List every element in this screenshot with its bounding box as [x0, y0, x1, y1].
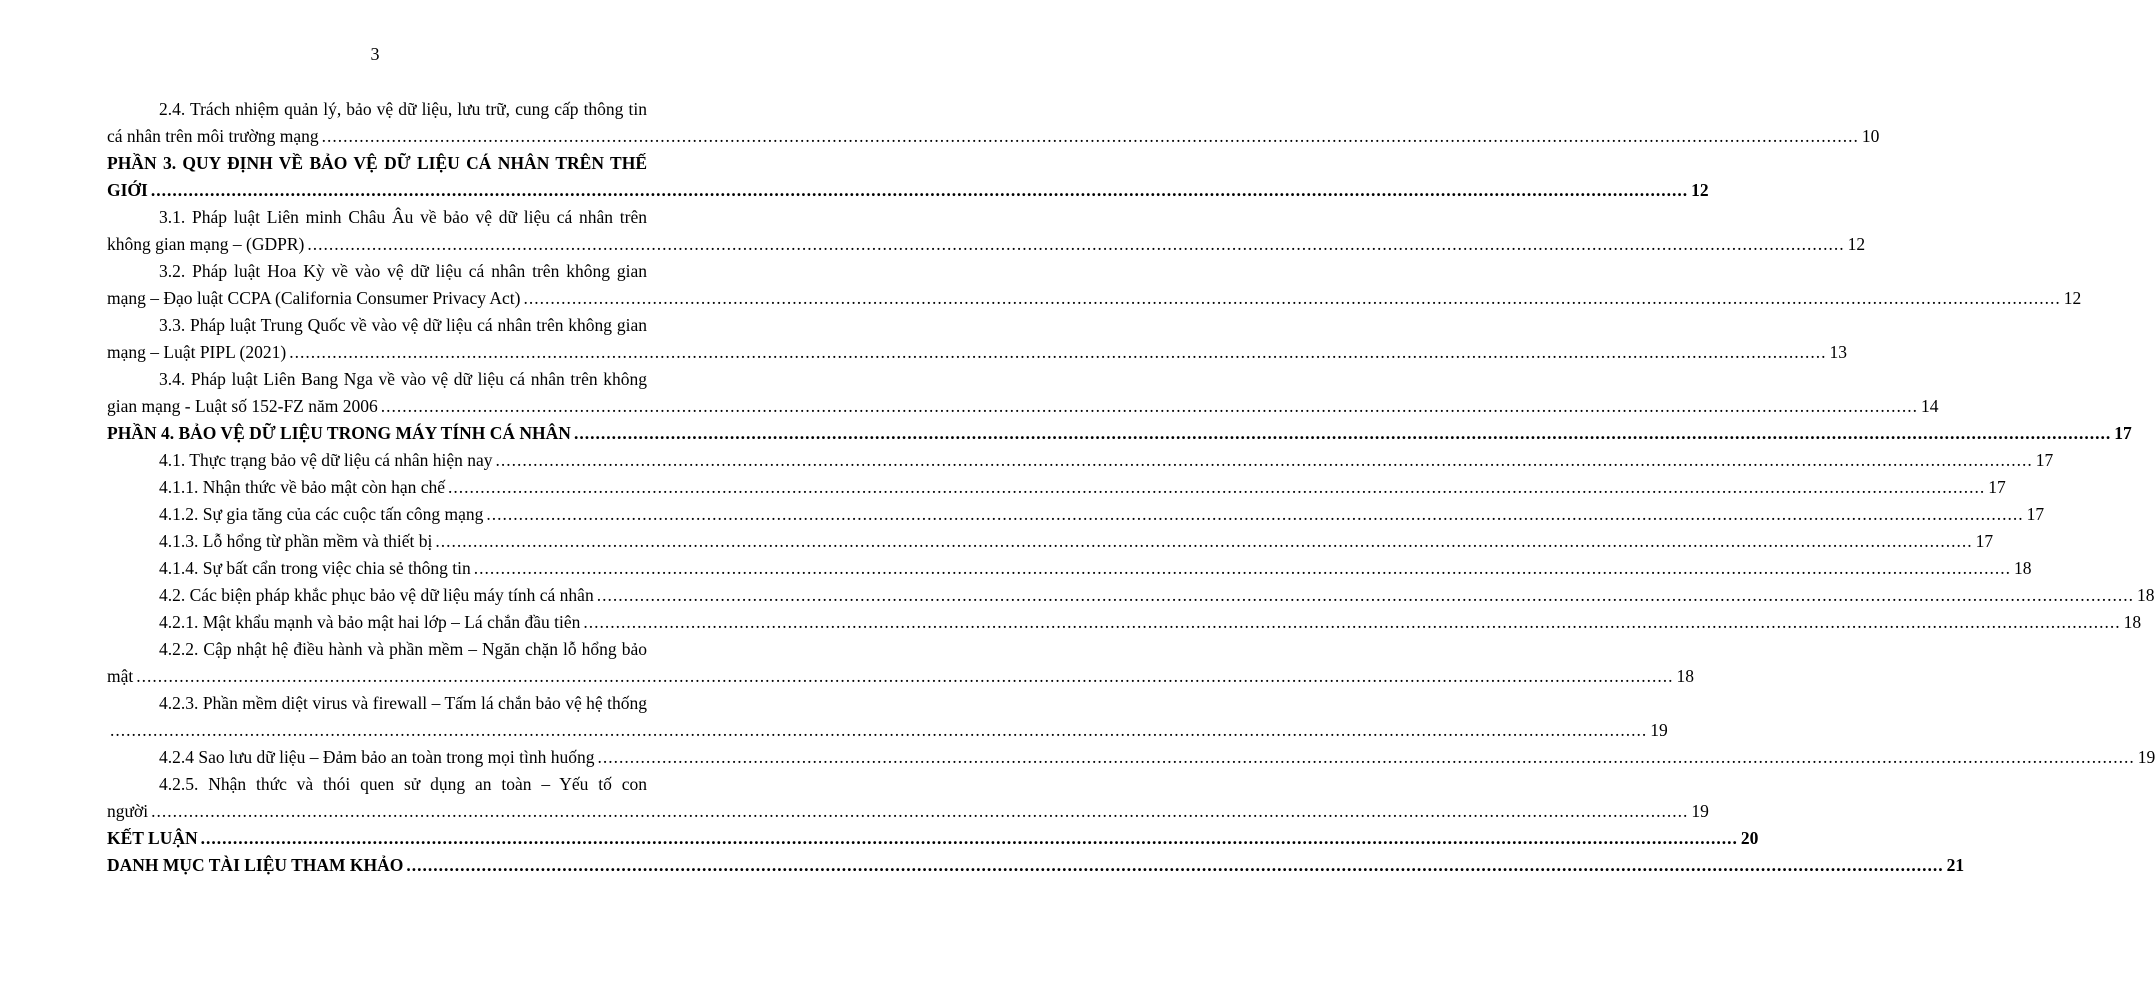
- toc-page-number: 21: [1946, 855, 1965, 875]
- dot-leader: ..............................................................................................................................................................................................................................................................................................: [136, 666, 1674, 686]
- toc-entry-text: PHẦN 4. BẢO VỆ DỮ LIỆU TRONG MÁY TÍNH CÁ NHÂN: [107, 423, 571, 443]
- toc-entry-4-1: [107, 447, 2054, 474]
- toc-page-number: 17: [2114, 423, 2132, 443]
- toc-entry-text-cont: mật: [107, 666, 134, 686]
- toc-entry-text-cont: mạng – Đạo luật CCPA (California Consumer Privacy Act): [107, 288, 521, 308]
- dot-leader: ..............................................................................................................................................................................................................................................................................................: [321, 126, 1859, 146]
- toc-page-number: 19: [2137, 747, 2155, 767]
- toc-entry-text: 4.2.1. Mật khẩu mạnh và bảo mật hai lớp – Lá chắn đầu tiên: [159, 612, 581, 632]
- toc-entry-text: 4.1. Thực trạng bảo vệ dữ liệu cá nhân hiện nay: [159, 450, 493, 470]
- toc-entry-ket-luan: [107, 825, 1759, 852]
- dot-leader: ..............................................................................................................................................................................................................................................................................................: [200, 828, 1738, 848]
- toc-entry-text-cont: mạng – Luật PIPL (2021): [107, 342, 287, 362]
- toc-entry-3-1: [107, 204, 1866, 258]
- dot-leader: ..............................................................................................................................................................................................................................................................................................: [151, 801, 1689, 821]
- dot-leader: ..............................................................................................................................................................................................................................................................................................: [596, 585, 2134, 605]
- dot-leader: ..............................................................................................................................................................................................................................................................................................: [307, 234, 1845, 254]
- toc-entry-phan-4: [107, 420, 2132, 447]
- toc-page-number: 17: [2035, 450, 2054, 470]
- toc-page-number: 12: [1847, 234, 1866, 254]
- dot-leader: ..............................................................................................................................................................................................................................................................................................: [380, 396, 1918, 416]
- toc-entry-text: 2.4. Trách nhiệm quản lý, bảo vệ dữ liệu, lưu trữ, cung cấp thông tin: [159, 99, 647, 119]
- toc-entry-text-cont: GIỚI: [107, 180, 148, 200]
- dot-leader: ..............................................................................................................................................................................................................................................................................................: [406, 855, 1944, 875]
- table-of-contents: [107, 96, 2155, 879]
- toc-entry-4-2: [107, 582, 2155, 609]
- toc-entry-3-3: [107, 312, 1847, 366]
- toc-entry-4-1-4: [107, 555, 2032, 582]
- dot-leader: ..............................................................................................................................................................................................................................................................................................: [495, 450, 2033, 470]
- toc-entry-text: 4.2.2. Cập nhật hệ điều hành và phần mềm – Ngăn chặn lỗ hổng bảo: [159, 639, 647, 659]
- toc-page-number: 19: [1691, 801, 1709, 821]
- toc-entry-text: KẾT LUẬN: [107, 828, 198, 848]
- toc-entry-3-2: [107, 258, 2082, 312]
- toc-entry-text: 4.1.4. Sự bất cẩn trong việc chia sẻ thông tin: [159, 558, 471, 578]
- toc-entry-4-2-3: [107, 690, 1668, 744]
- dot-leader: ..............................................................................................................................................................................................................................................................................................: [435, 531, 1973, 551]
- toc-entry-text: 3.4. Pháp luật Liên Bang Nga về vào vệ dữ liệu cá nhân trên không: [159, 369, 647, 389]
- toc-entry-4-1-2: [107, 501, 2045, 528]
- toc-page-number: 17: [1988, 477, 2006, 497]
- dot-leader: ..............................................................................................................................................................................................................................................................................................: [150, 180, 1689, 200]
- toc-entry-text: 3.1. Pháp luật Liên minh Châu Âu về bảo vệ dữ liệu cá nhân trên: [159, 207, 647, 227]
- toc-page-number: 14: [1920, 396, 1939, 416]
- toc-page-number: 17: [1975, 531, 1994, 551]
- toc-entry-4-2-4: [107, 744, 2155, 771]
- toc-entry-4-1-1: [107, 474, 2006, 501]
- toc-entry-text: 4.2.4 Sao lưu dữ liệu – Đảm bảo an toàn trong mọi tình huống: [159, 747, 595, 767]
- toc-entry-text: 3.3. Pháp luật Trung Quốc về vào vệ dữ liệu cá nhân trên không gian: [159, 315, 647, 335]
- toc-page-number: 20: [1740, 828, 1759, 848]
- toc-page-number: 12: [1691, 180, 1709, 200]
- toc-page-number: 17: [2026, 504, 2045, 524]
- toc-page-number: 19: [1650, 720, 1668, 740]
- toc-entry-text-cont: không gian mạng – (GDPR): [107, 234, 305, 254]
- toc-page-number: 13: [1829, 342, 1847, 362]
- toc-entry-text: 4.1.2. Sự gia tăng của các cuộc tấn công mạng: [159, 504, 484, 524]
- toc-entry-references: [107, 852, 1965, 879]
- dot-leader: ..............................................................................................................................................................................................................................................................................................: [289, 342, 1827, 362]
- toc-entry-text: 3.2. Pháp luật Hoa Kỳ về vào vệ dữ liệu cá nhân trên không gian: [159, 261, 647, 281]
- toc-entry-phan-3: [107, 150, 1709, 204]
- toc-entry-text-cont: gian mạng - Luật số 152-FZ năm 2006: [107, 396, 378, 416]
- toc-entry-text: DANH MỤC TÀI LIỆU THAM KHẢO: [107, 855, 404, 875]
- toc-page-number: 12: [2063, 288, 2082, 308]
- toc-page-number: 18: [2123, 612, 2142, 632]
- dot-leader: ..............................................................................................................................................................................................................................................................................................: [523, 288, 2061, 308]
- toc-entry-2-4: [107, 96, 1880, 150]
- toc-page-number: 10: [1861, 126, 1880, 146]
- toc-entry-4-2-5: [107, 771, 1709, 825]
- dot-leader: ..............................................................................................................................................................................................................................................................................................: [110, 720, 1648, 740]
- dot-leader: ..............................................................................................................................................................................................................................................................................................: [448, 477, 1986, 497]
- toc-entry-4-1-3: [107, 528, 1994, 555]
- toc-entry-text: 4.2.3. Phần mềm diệt virus và firewall – Tấm lá chắn bảo vệ hệ thống: [159, 693, 647, 713]
- toc-entry-3-4: [107, 366, 1939, 420]
- toc-page-number: 18: [1676, 666, 1694, 686]
- page-number: 3: [370, 44, 380, 64]
- toc-entry-text: 4.1.1. Nhận thức về bảo mật còn hạn chế: [159, 477, 445, 497]
- dot-leader: ..............................................................................................................................................................................................................................................................................................: [583, 612, 2121, 632]
- dot-leader: ..............................................................................................................................................................................................................................................................................................: [597, 747, 2135, 767]
- toc-entry-text: 4.2.5. Nhận thức và thói quen sử dụng an toàn – Yếu tố con: [159, 774, 647, 794]
- toc-entry-text-cont: cá nhân trên môi trường mạng: [107, 126, 319, 146]
- toc-entry-4-2-2: [107, 636, 1694, 690]
- dot-leader: ..............................................................................................................................................................................................................................................................................................: [473, 558, 2012, 578]
- toc-page-number: 18: [2014, 558, 2032, 578]
- toc-entry-text: 4.2. Các biện pháp khắc phục bảo vệ dữ liệu máy tính cá nhân: [159, 585, 594, 605]
- dot-leader: ..............................................................................................................................................................................................................................................................................................: [573, 423, 2112, 443]
- toc-entry-text: 4.1.3. Lỗ hổng từ phần mềm và thiết bị: [159, 531, 433, 551]
- toc-entry-text: PHẦN 3. QUY ĐỊNH VỀ BẢO VỆ DỮ LIỆU CÁ NHÂN TRÊN THẾ: [107, 153, 647, 173]
- toc-entry-text-cont: người: [107, 801, 149, 821]
- toc-entry-4-2-1: [107, 609, 2142, 636]
- toc-page-number: 18: [2136, 585, 2155, 605]
- dot-leader: ..............................................................................................................................................................................................................................................................................................: [486, 504, 2024, 524]
